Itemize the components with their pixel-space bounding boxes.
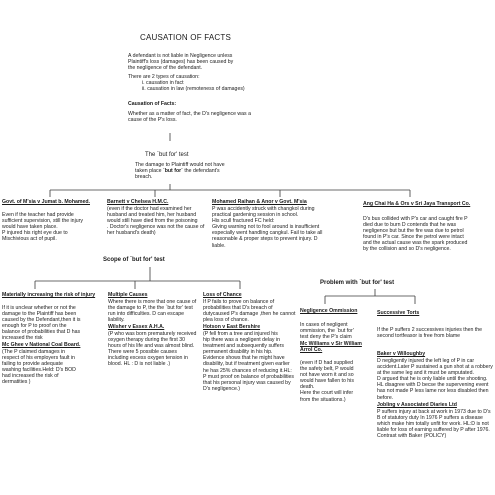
problem-item-title-omission: Negligence Ommission — [300, 308, 358, 314]
case-title-baker: Baker v Willoughby — [377, 351, 426, 357]
causation-facts-text: Whether as a matter of fact, the D's negligence was a cause of the P's loss. — [128, 111, 251, 124]
problem-item-text-successive-torts: If the P suffers 2 successives injuries then the second tortfeasor is free from blame — [377, 327, 483, 340]
scope-item-title-loss-of-chance: Loss of Chance — [203, 292, 242, 298]
case-text-ang-chai: D's bus collided with P's car and caught fire P died due to burn D contends that he was negligence but but the fire was due to petrol found in P's car. Since the petrol were intact and the actual cause was the spark produced by the collision and so D's negligence. — [363, 216, 468, 253]
case-title-mc-ghee: Mc Ghee v National Coal Board. — [2, 342, 81, 348]
case-title-jumat: Govt. of M'sia v Jumat b. Mohamed. — [2, 199, 90, 205]
case-text-raihan: P was accidently struck with changkol during practical gardening session in school. His scull fractured FC held: Giving warning not to fool around is insufficient especially went handling cangkul. Fail to take all reasonable & proper steps to prevent injury. D liable. — [212, 206, 323, 249]
problem-heading: Problem with `but for' test — [320, 280, 395, 286]
scope-item-text-multiple-causes: Where there is more that one cause of the damage to P, the the `but for' test run into difficulties. D can escape liability. — [108, 299, 197, 324]
case-text-hotson: (P fell from a tree and injured his hip there was a negligent delay in treatment and subsequently suffers permanent disability in his hip. Evidence shows that he might have disability, but if treatment given earlier he has 25% chances of reducing it.HL: P must proof on balance of probabilities that his personal injury was caused by D's negligence.) — [203, 331, 295, 392]
case-title-mc-williams: Mc Williams v Sir William Arrol Co. — [300, 341, 362, 354]
case-title-wilsher: Wilsher v Essex A.H.A. — [108, 324, 165, 330]
causation-facts-header: Causation of Facts: — [128, 101, 177, 107]
but-for-definition: The damage to Plaintiff would not have taken place `but for` the defendant's breach. — [135, 162, 225, 181]
case-text-jumat: Even if the teacher had provide sufficient supervision, still the injury would have taken place. P injured his right eye due to Mischivious act of pupil. — [2, 212, 83, 243]
case-title-ang-chai: Ang Chai Ha & Ors v Sri Jaya Transport Co. — [363, 201, 471, 207]
causation-type-1: i. causation in fact — [142, 80, 184, 86]
but-for-heading: The `but for' test — [145, 152, 189, 158]
causation-type-2: ii. causation in law (remoteness of damages) — [142, 86, 245, 92]
case-text-jobling: P suffers injury at back at work in 1973 due to D's B of statutory duty In 1976 P suffers a disease which make him totally unfit for work. HL:D is not liable for loss of earning suffered by P after 1976. Contrast with Baker (POLICY) — [377, 409, 491, 440]
problem-item-title-successive-torts: Successive Torts — [377, 310, 420, 316]
case-text-barnett: (even if the doctor had examined her husband and treated him, her husband would still have died from the poisoning . Doctor's negligence was not the cause of her husband's death) — [107, 206, 205, 237]
case-title-raihan: Mohamed Raihan & Anor v Govt. M'sia — [212, 199, 307, 205]
definition-text: A defendant is not liable in Negligence unless Plaintiff's loss (damages) has been caused by the negligence of the defendant. — [128, 53, 234, 72]
causation-types-header: There are 2 types of causation: — [128, 74, 200, 80]
case-text-mc-ghee: (The P claimed damages in respect of his employers fault in failing to provide adequate washing facilities.Held: D's BOD had increased the risk of dermatities ) — [2, 349, 76, 386]
scope-heading: Scope of `but for' test — [103, 257, 165, 263]
case-title-jobling: Jobling v Associated Diaries Ltd — [377, 402, 457, 408]
case-text-baker: D negligently injured the left leg of P in car accident.Later P sustained a gun shot at a robbery at the same leg and it must be amputated. D argued that he is only liable until the shooting. HL disagree with D becse the supervening event has not made P less lame nor less disabled then before. — [377, 358, 493, 401]
scope-item-text-material-risk: If it is unclear whether or not the damage to the Plaintiff has been caused by the Defendant,then it is enough for P to proof on the balance of probabilities that D has increased the risk — [2, 305, 81, 342]
case-text-wilsher: (P who was born prematurely received oxygen therapy during the first 30 hours of his life and was almost blind. There were 5 possible causes including excess oxygen tension in blood. HL : D is not liable .) — [108, 331, 197, 368]
scope-item-title-material-risk: Materially increasing the risk of injury — [2, 292, 96, 298]
scope-item-text-loss-of-chance: If P fails to prove on balance of probabilities that D's breach of dutycaused P's damage ,then he cannot plea loss of chance. — [203, 299, 296, 324]
case-title-barnett: Barnett v Chelsea H.M.C. — [107, 199, 169, 205]
problem-item-text-omission: In cases of negligent ommission, the `but for' test deny the P's claim — [300, 322, 354, 341]
page-title: CAUSATION OF FACTS — [140, 33, 232, 42]
scope-item-title-multiple-causes: Multiple Causes — [108, 292, 148, 298]
case-title-hotson: Hotson v East Bershire — [203, 324, 261, 330]
case-text-mc-williams: (even if D had supplied the safety belt, P would not have worn it and so would have fallen to his death. Here the court will infer from the situations.) — [300, 360, 354, 403]
